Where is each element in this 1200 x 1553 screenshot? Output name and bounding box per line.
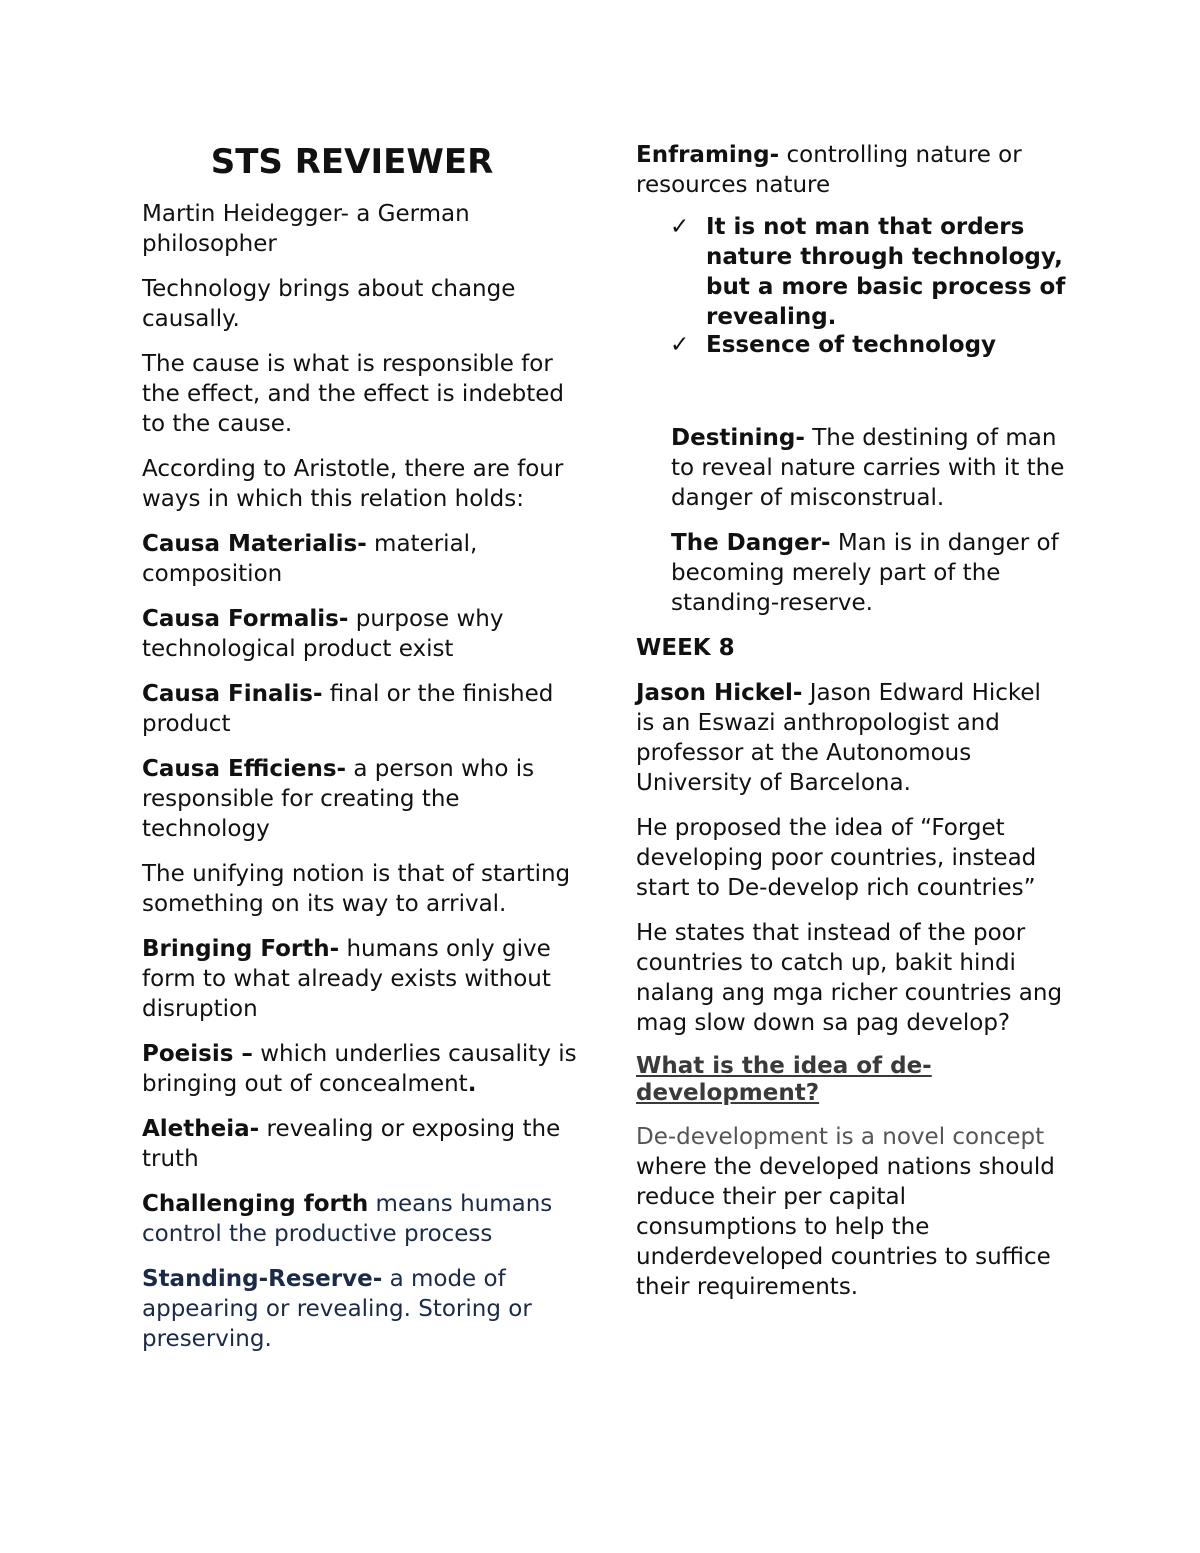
- check-mark-icon: ✓: [670, 214, 690, 240]
- term-jason-hickel: [636, 678, 1066, 798]
- term-label: Destining-: [671, 425, 805, 451]
- term-definition: revealing or exposing the truth: [142, 1116, 561, 1172]
- list-item-text: It is not man that orders nature through technology, but a more basic process of revealing.: [706, 214, 1066, 330]
- term-label: Causa Efficiens-: [142, 756, 347, 782]
- term-definition: controlling nature or resources nature: [636, 142, 1022, 198]
- term-causa-efficiens: [142, 754, 582, 844]
- question-heading: What is the idea of de-development?: [636, 1053, 932, 1106]
- term-label: Bringing Forth-: [142, 936, 340, 962]
- right-column: [636, 140, 1066, 1317]
- term-label: Causa Materialis-: [142, 531, 367, 557]
- list-item: [670, 330, 1066, 360]
- term-label: Jason Hickel-: [636, 680, 803, 706]
- term-label: Aletheia-: [142, 1116, 260, 1142]
- paragraph-cause-effect: The cause is what is responsible for the effect, and the effect is indebted to the cause.: [142, 351, 565, 437]
- term-standing-reserve: [142, 1264, 582, 1354]
- paragraph-rest: where the developed nations should reduce their per capital consumptions to help the underdeveloped countries to suffice their requirements.: [636, 1154, 1055, 1300]
- paragraph-heidegger: Martin Heidegger- a German philosopher: [142, 201, 470, 257]
- term-enframing: [636, 140, 1066, 200]
- term-definition: means humans control the productive process: [142, 1191, 553, 1247]
- paragraph-lead: De-development is a novel concept: [636, 1124, 1045, 1150]
- term-label: Standing-Reserve-: [142, 1266, 383, 1292]
- term-the-danger: [636, 528, 1066, 618]
- term-causa-finalis: [142, 679, 582, 739]
- term-bringing-forth: [142, 934, 582, 1024]
- left-column: [142, 199, 582, 1369]
- list-item-text: Essence of technology: [706, 332, 997, 358]
- term-period: .: [467, 1071, 477, 1097]
- term-destining: [636, 423, 1066, 513]
- paragraph-states: He states that instead of the poor countries to catch up, bakit hindi nalang ang mga richer countries ang mag slow down sa pag develop?: [636, 920, 1063, 1036]
- list-item: [670, 212, 1066, 332]
- term-definition: final or the finished product: [142, 681, 554, 737]
- term-definition: a person who is responsible for creating the technology: [142, 756, 535, 842]
- paragraph-technology-change: Technology brings about change causally.: [142, 276, 516, 332]
- term-definition: a mode of appearing or revealing. Storing or preserving.: [142, 1266, 532, 1352]
- term-causa-formalis: [142, 604, 582, 664]
- paragraph-aristotle: According to Aristotle, there are four ways in which this relation holds:: [142, 456, 564, 512]
- paragraph-de-development: [636, 1122, 1066, 1302]
- term-definition: Man is in danger of becoming merely part of the standing-reserve.: [671, 530, 1059, 616]
- term-definition: Jason Edward Hickel is an Eswazi anthropologist and professor at the Autonomous University of Barcelona.: [636, 680, 1041, 796]
- term-definition: purpose why technological product exist: [142, 606, 504, 662]
- term-label: Challenging forth: [142, 1191, 369, 1217]
- paragraph-unifying-notion: The unifying notion is that of starting something on its way to arrival.: [142, 861, 571, 917]
- term-definition: humans only give form to what already exists without disruption: [142, 936, 551, 1022]
- term-label: Causa Finalis-: [142, 681, 323, 707]
- term-poeisis: [142, 1039, 582, 1099]
- page-title: STS REVIEWER: [210, 142, 494, 182]
- term-label: Poeisis –: [142, 1041, 253, 1067]
- checklist: [636, 212, 1066, 360]
- term-definition: which underlies causality is bringing out of concealment: [142, 1041, 577, 1097]
- term-challenging-forth: [142, 1189, 582, 1249]
- term-definition: The destining of man to reveal nature carries with it the danger of misconstrual.: [671, 425, 1065, 511]
- term-label: The Danger-: [671, 530, 831, 556]
- term-causa-materialis: [142, 529, 582, 589]
- section-heading-week: WEEK 8: [636, 635, 735, 661]
- term-label: Causa Formalis-: [142, 606, 349, 632]
- check-mark-icon: ✓: [670, 332, 690, 358]
- term-aletheia: [142, 1114, 582, 1174]
- term-definition: material, composition: [142, 531, 478, 587]
- paragraph-proposed-idea: He proposed the idea of “Forget developing poor countries, instead start to De-develop rich countries”: [636, 815, 1037, 901]
- term-label: Enframing-: [636, 142, 780, 168]
